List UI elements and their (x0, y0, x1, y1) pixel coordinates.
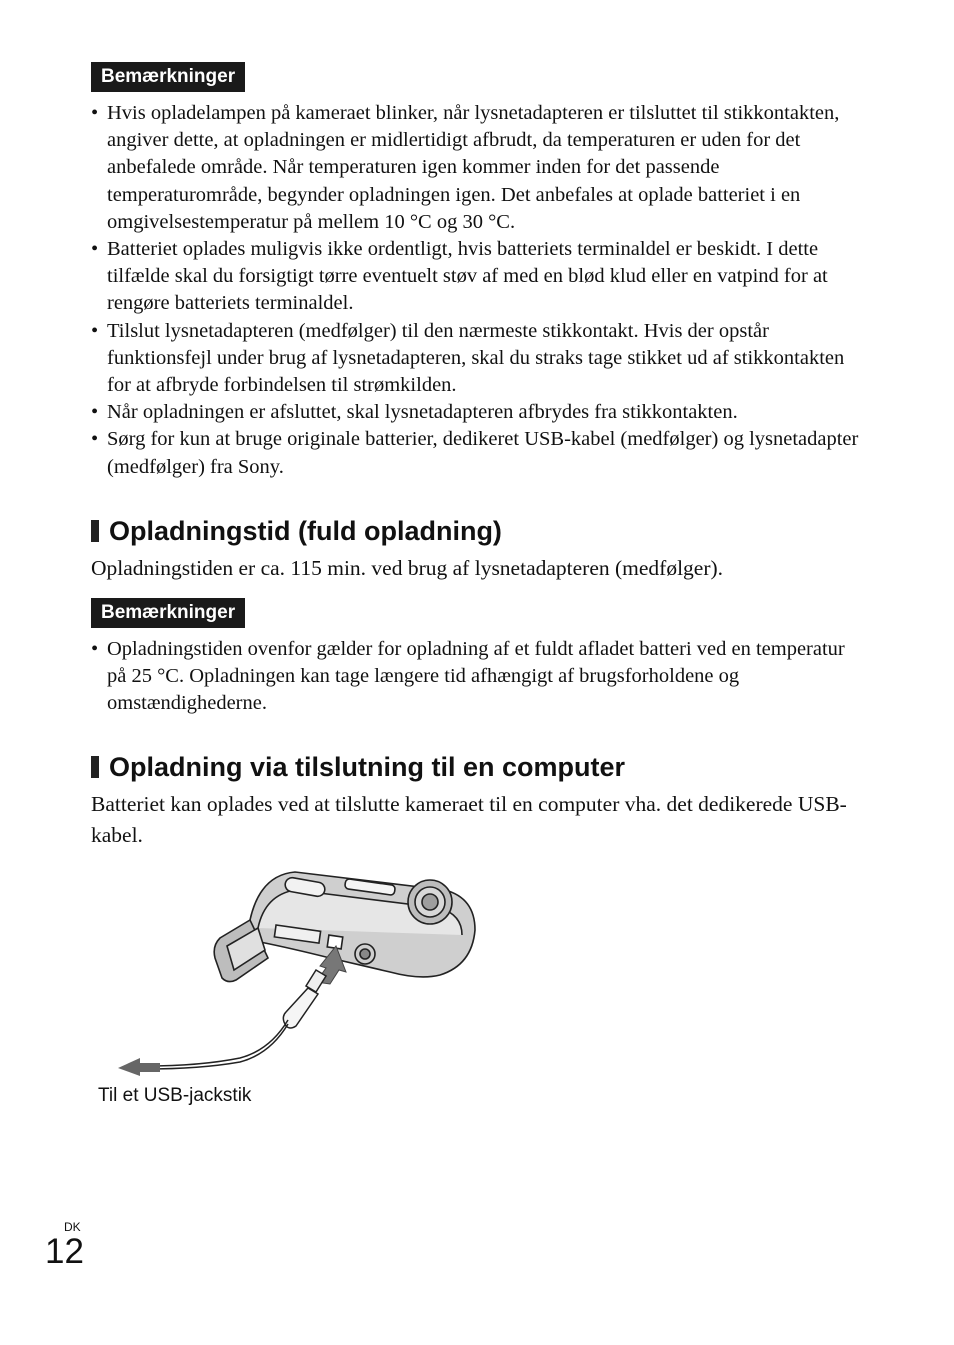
note-item: • Når opladningen er afsluttet, skal lysnetadapteren afbrydes fra stikkontakten. (91, 399, 861, 426)
page-number: 12 (45, 1232, 84, 1271)
charging-time-heading-text: Opladningstid (fuld opladning) (109, 516, 502, 546)
arrow-left-icon (118, 1058, 160, 1076)
computer-charging-heading-text: Opladning via tilslutning til en computer (109, 752, 626, 782)
notes-badge: Bemærkninger (91, 62, 245, 92)
note-item: • Sørg for kun at bruge originale batterier, dedikeret USB-kabel (medfølger) og lysnetadapter (medfølger) fra Sony. (91, 426, 861, 480)
note-item: • Tilslut lysnetadapteren (medfølger) til den nærmeste stikkontakt. Hvis der opstår funktionsfejl under brug af lysnetadapteren, skal du straks tage stikket ud af stikkontakten for at afbryde forbindelsen til strømkilden. (91, 318, 861, 400)
usb-cable-icon (146, 970, 326, 1069)
charging-time-notes (91, 636, 861, 718)
usb-jack-caption: Til et USB-jackstik (98, 1085, 252, 1106)
note-item: • Opladningstiden ovenfor gælder for opladning af et fuldt afladet batteri ved en temperatur på 25 °C. Opladningen kan tage længere tid afhængigt af brugsforholdene og omstændighederne. (91, 636, 861, 718)
notes-list (91, 100, 861, 481)
camera-usb-illustration (90, 860, 490, 1090)
computer-charging-text: Batteriet kan oplades ved at tilslutte kameraet til en computer vha. det dedikerede USB-kabel. (91, 792, 847, 847)
computer-charging-heading (91, 750, 625, 784)
section-marker-icon (91, 756, 99, 778)
notes-badge: Bemærkninger (91, 598, 245, 628)
note-item: • Batteriet oplades muligvis ikke ordentligt, hvis batteriets terminaldel er beskidt. I dette tilfælde skal du forsigtigt tørre eventuelt støv af med en blød klud eller en vatpind for at rengøre batteriets terminaldel. (91, 236, 861, 318)
language-code: DK (64, 1220, 81, 1234)
charging-time-text: Opladningstiden er ca. 115 min. ved brug af lysnetadapteren (medfølger). (91, 556, 724, 580)
note-item: • Hvis opladelampen på kameraet blinker, når lysnetadapteren er tilsluttet til stikkontakten, angiver dette, at opladningen er midlertidigt afbrudt, da temperaturen er uden for det anbefalede område. Når temperaturen igen kommer inden for det passende temperaturområde, begynder opladningen igen. Det anbefales at oplade batteriet i en omgivelsestemperatur på mellem 10 °C og 30 °C. (91, 100, 861, 236)
section-marker-icon (91, 520, 99, 542)
charging-time-heading (91, 514, 502, 548)
camera-icon (214, 872, 475, 982)
